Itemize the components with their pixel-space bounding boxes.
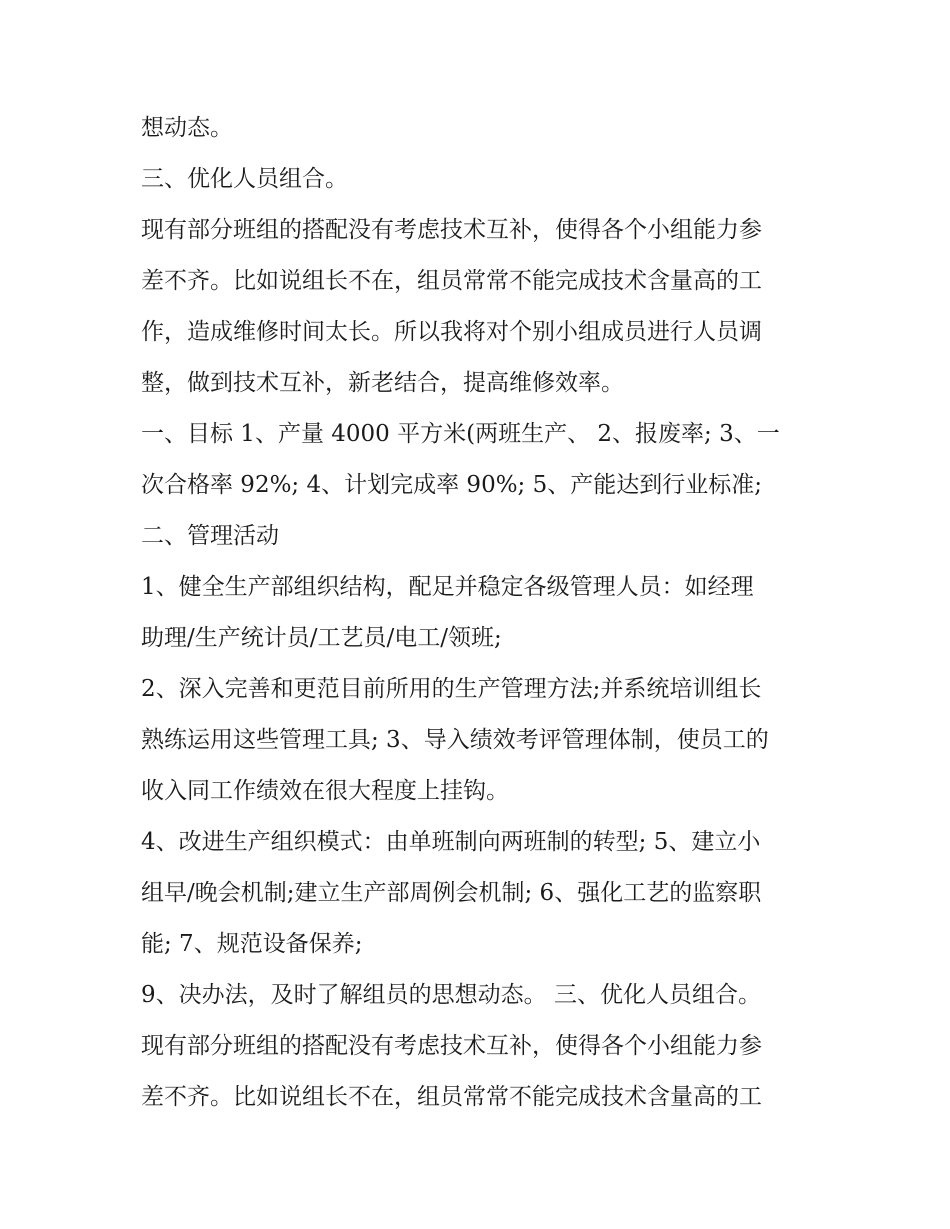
text-line: 组早/晚会机制;建立生产部周例会机制; 6、强化工艺的监察职 (141, 880, 762, 906)
text-line: 助理/生产统计员/工艺员/电工/领班; (141, 625, 502, 651)
text-line: 现有部分班组的搭配没有考虑技术互补，使得各个小组能力参 (141, 217, 762, 243)
text-line: 9、决办法，及时了解组员的思想动态。 三、优化人员组合。 (141, 982, 761, 1008)
text-line: 整，做到技术互补，新老结合，提高维修效率。 (141, 370, 624, 396)
text-line: 差不齐。比如说组长不在，组员常常不能完成技术含量高的工 (141, 268, 762, 294)
text-line: 现有部分班组的搭配没有考虑技术互补，使得各个小组能力参 (141, 1033, 762, 1059)
section-heading: 三、优化人员组合。 (141, 166, 348, 192)
text-line: 熟练运用这些管理工具; 3、导入绩效考评管理体制，使员工的 (141, 727, 769, 753)
document-body (141, 107, 831, 1127)
text-line: 想动态。 (141, 115, 233, 141)
text-line: 收入同工作绩效在很大程度上挂钩。 (141, 778, 509, 804)
text-line: 作，造成维修时间太长。所以我将对个别小组成员进行人员调 (141, 319, 762, 345)
text-line: 差不齐。比如说组长不在，组员常常不能完成技术含量高的工 (141, 1084, 762, 1110)
text-line: 次合格率 92%; 4、计划完成率 90%; 5、产能达到行业标准; (141, 472, 762, 498)
text-line: 1、健全生产部组织结构，配足并稳定各级管理人员：如经理 (141, 574, 754, 600)
section-heading: 二、管理活动 (141, 523, 279, 549)
text-line: 能; 7、规范设备保养; (141, 931, 363, 957)
text-line: 一、目标 1、产量 4000 平方米(两班生产、 2、报废率; 3、一 (141, 421, 780, 447)
text-line: 4、改进生产组织模式：由单班制向两班制的转型; 5、建立小 (141, 829, 761, 855)
text-line: 2、深入完善和更范目前所用的生产管理方法;并系统培训组长 (141, 676, 762, 702)
